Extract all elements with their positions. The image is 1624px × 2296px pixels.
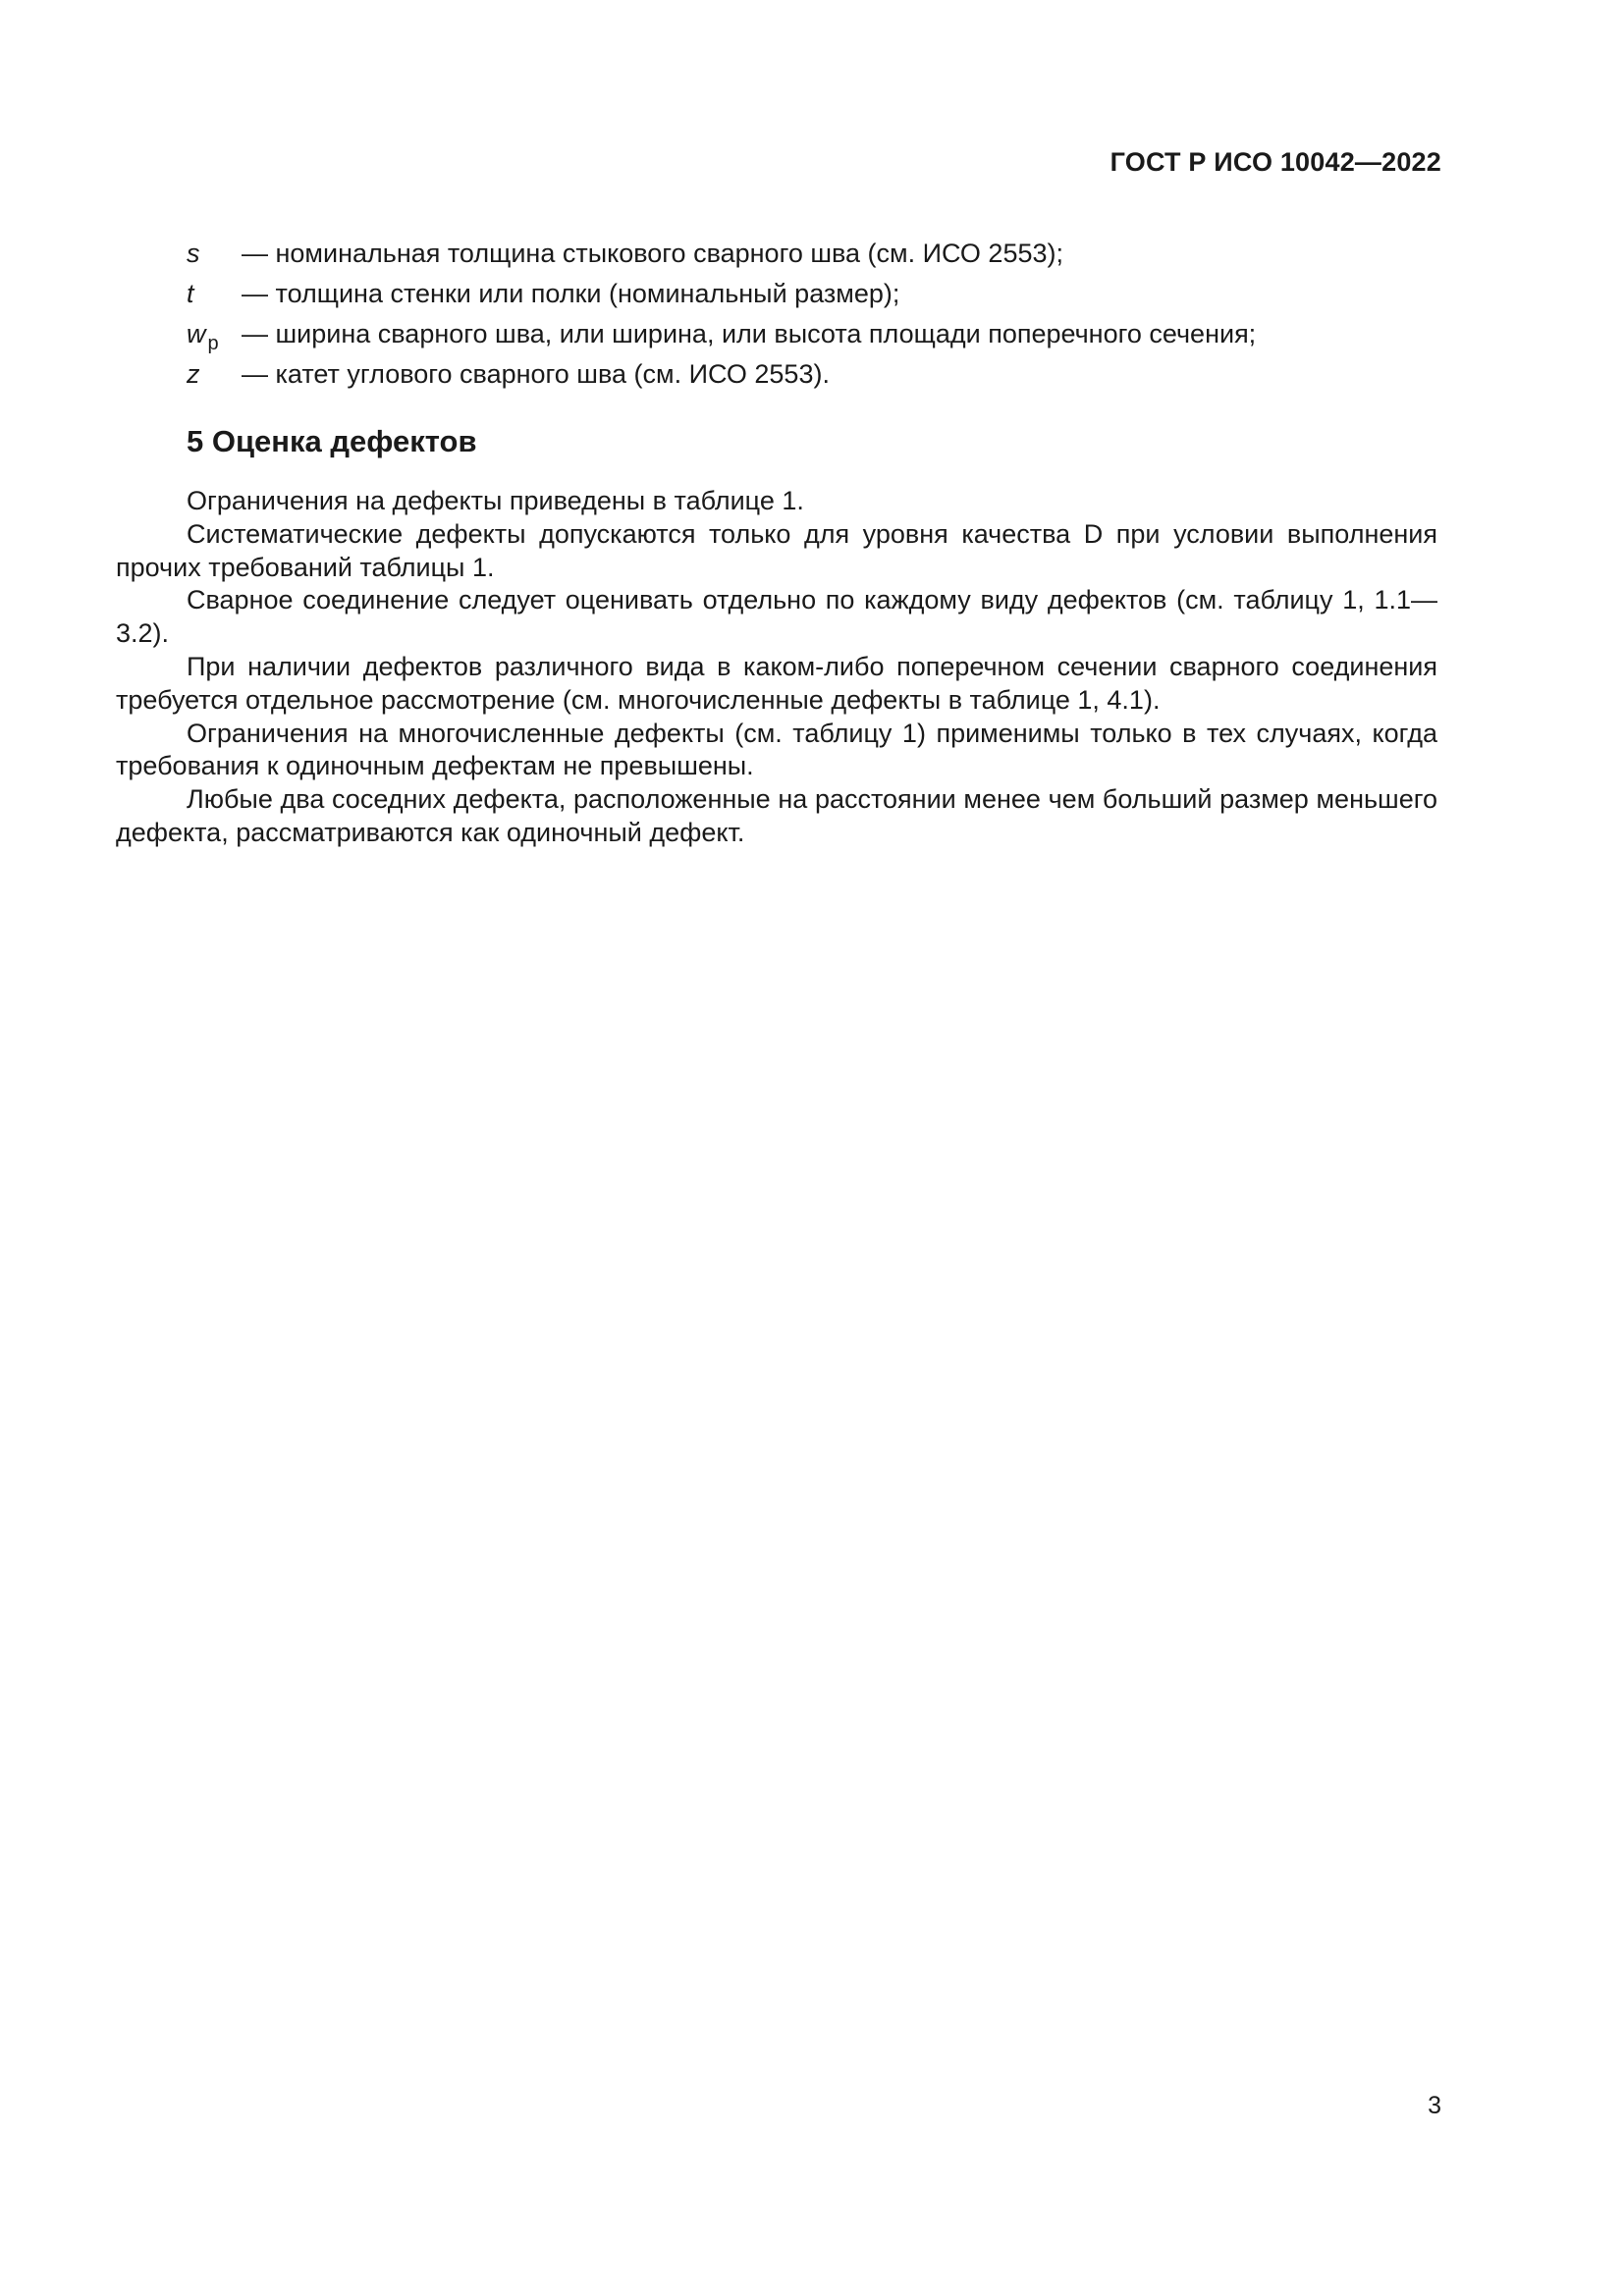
- symbol-description: — толщина стенки или полки (номинальный размер);: [242, 279, 900, 308]
- symbol-description: — номинальная толщина стыкового сварного шва (см. ИСО 2553);: [242, 239, 1063, 268]
- symbol-description: — катет углового сварного шва (см. ИСО 2553).: [242, 359, 830, 389]
- document-header: ГОСТ Р ИСО 10042—2022: [1110, 147, 1441, 177]
- paragraph: Систематические дефекты допускаются только для уровня качества D при условии выполнения прочих требований таблицы 1.: [116, 518, 1437, 582]
- symbol-letter: w: [187, 319, 206, 348]
- symbol-row: [187, 274, 1443, 314]
- symbol-letter: s: [187, 239, 200, 268]
- symbol-row: [187, 354, 1443, 395]
- paragraph: Ограничения на дефекты приведены в таблице 1.: [187, 486, 804, 515]
- paragraph: При наличии дефектов различного вида в каком-либо поперечном сечении сварного соединения требуется отдельное рассмотрение (см. многочисленные дефекты в таблице 1, 4.1).: [116, 651, 1437, 715]
- symbol-list: [187, 234, 1443, 395]
- symbol-row: [187, 234, 1443, 274]
- symbol-description: — ширина сварного шва, или ширина, или высота площади поперечного сечения;: [242, 319, 1257, 348]
- symbol: [187, 274, 242, 314]
- symbol-letter: z: [187, 359, 200, 389]
- symbol-letter: t: [187, 279, 194, 308]
- symbol: [187, 354, 242, 395]
- section-title: 5 Оценка дефектов: [187, 424, 477, 458]
- symbol-row: [187, 314, 1443, 354]
- section-body: [116, 485, 1437, 850]
- symbol: [187, 234, 242, 274]
- page-number: 3: [1428, 2092, 1441, 2119]
- paragraph: Любые два соседних дефекта, расположенные на расстоянии менее чем больший размер меньшего дефекта, рассматриваются как одиночный дефект.: [116, 784, 1437, 847]
- symbol-subscript: p: [207, 333, 219, 354]
- paragraph: Ограничения на многочисленные дефекты (см. таблицу 1) применимы только в тех случаях, когда требования к одиночным дефектам не превышены.: [116, 718, 1437, 781]
- paragraph: Сварное соединение следует оценивать отдельно по каждому виду дефектов (см. таблицу 1, 1.1—3.2).: [116, 585, 1437, 649]
